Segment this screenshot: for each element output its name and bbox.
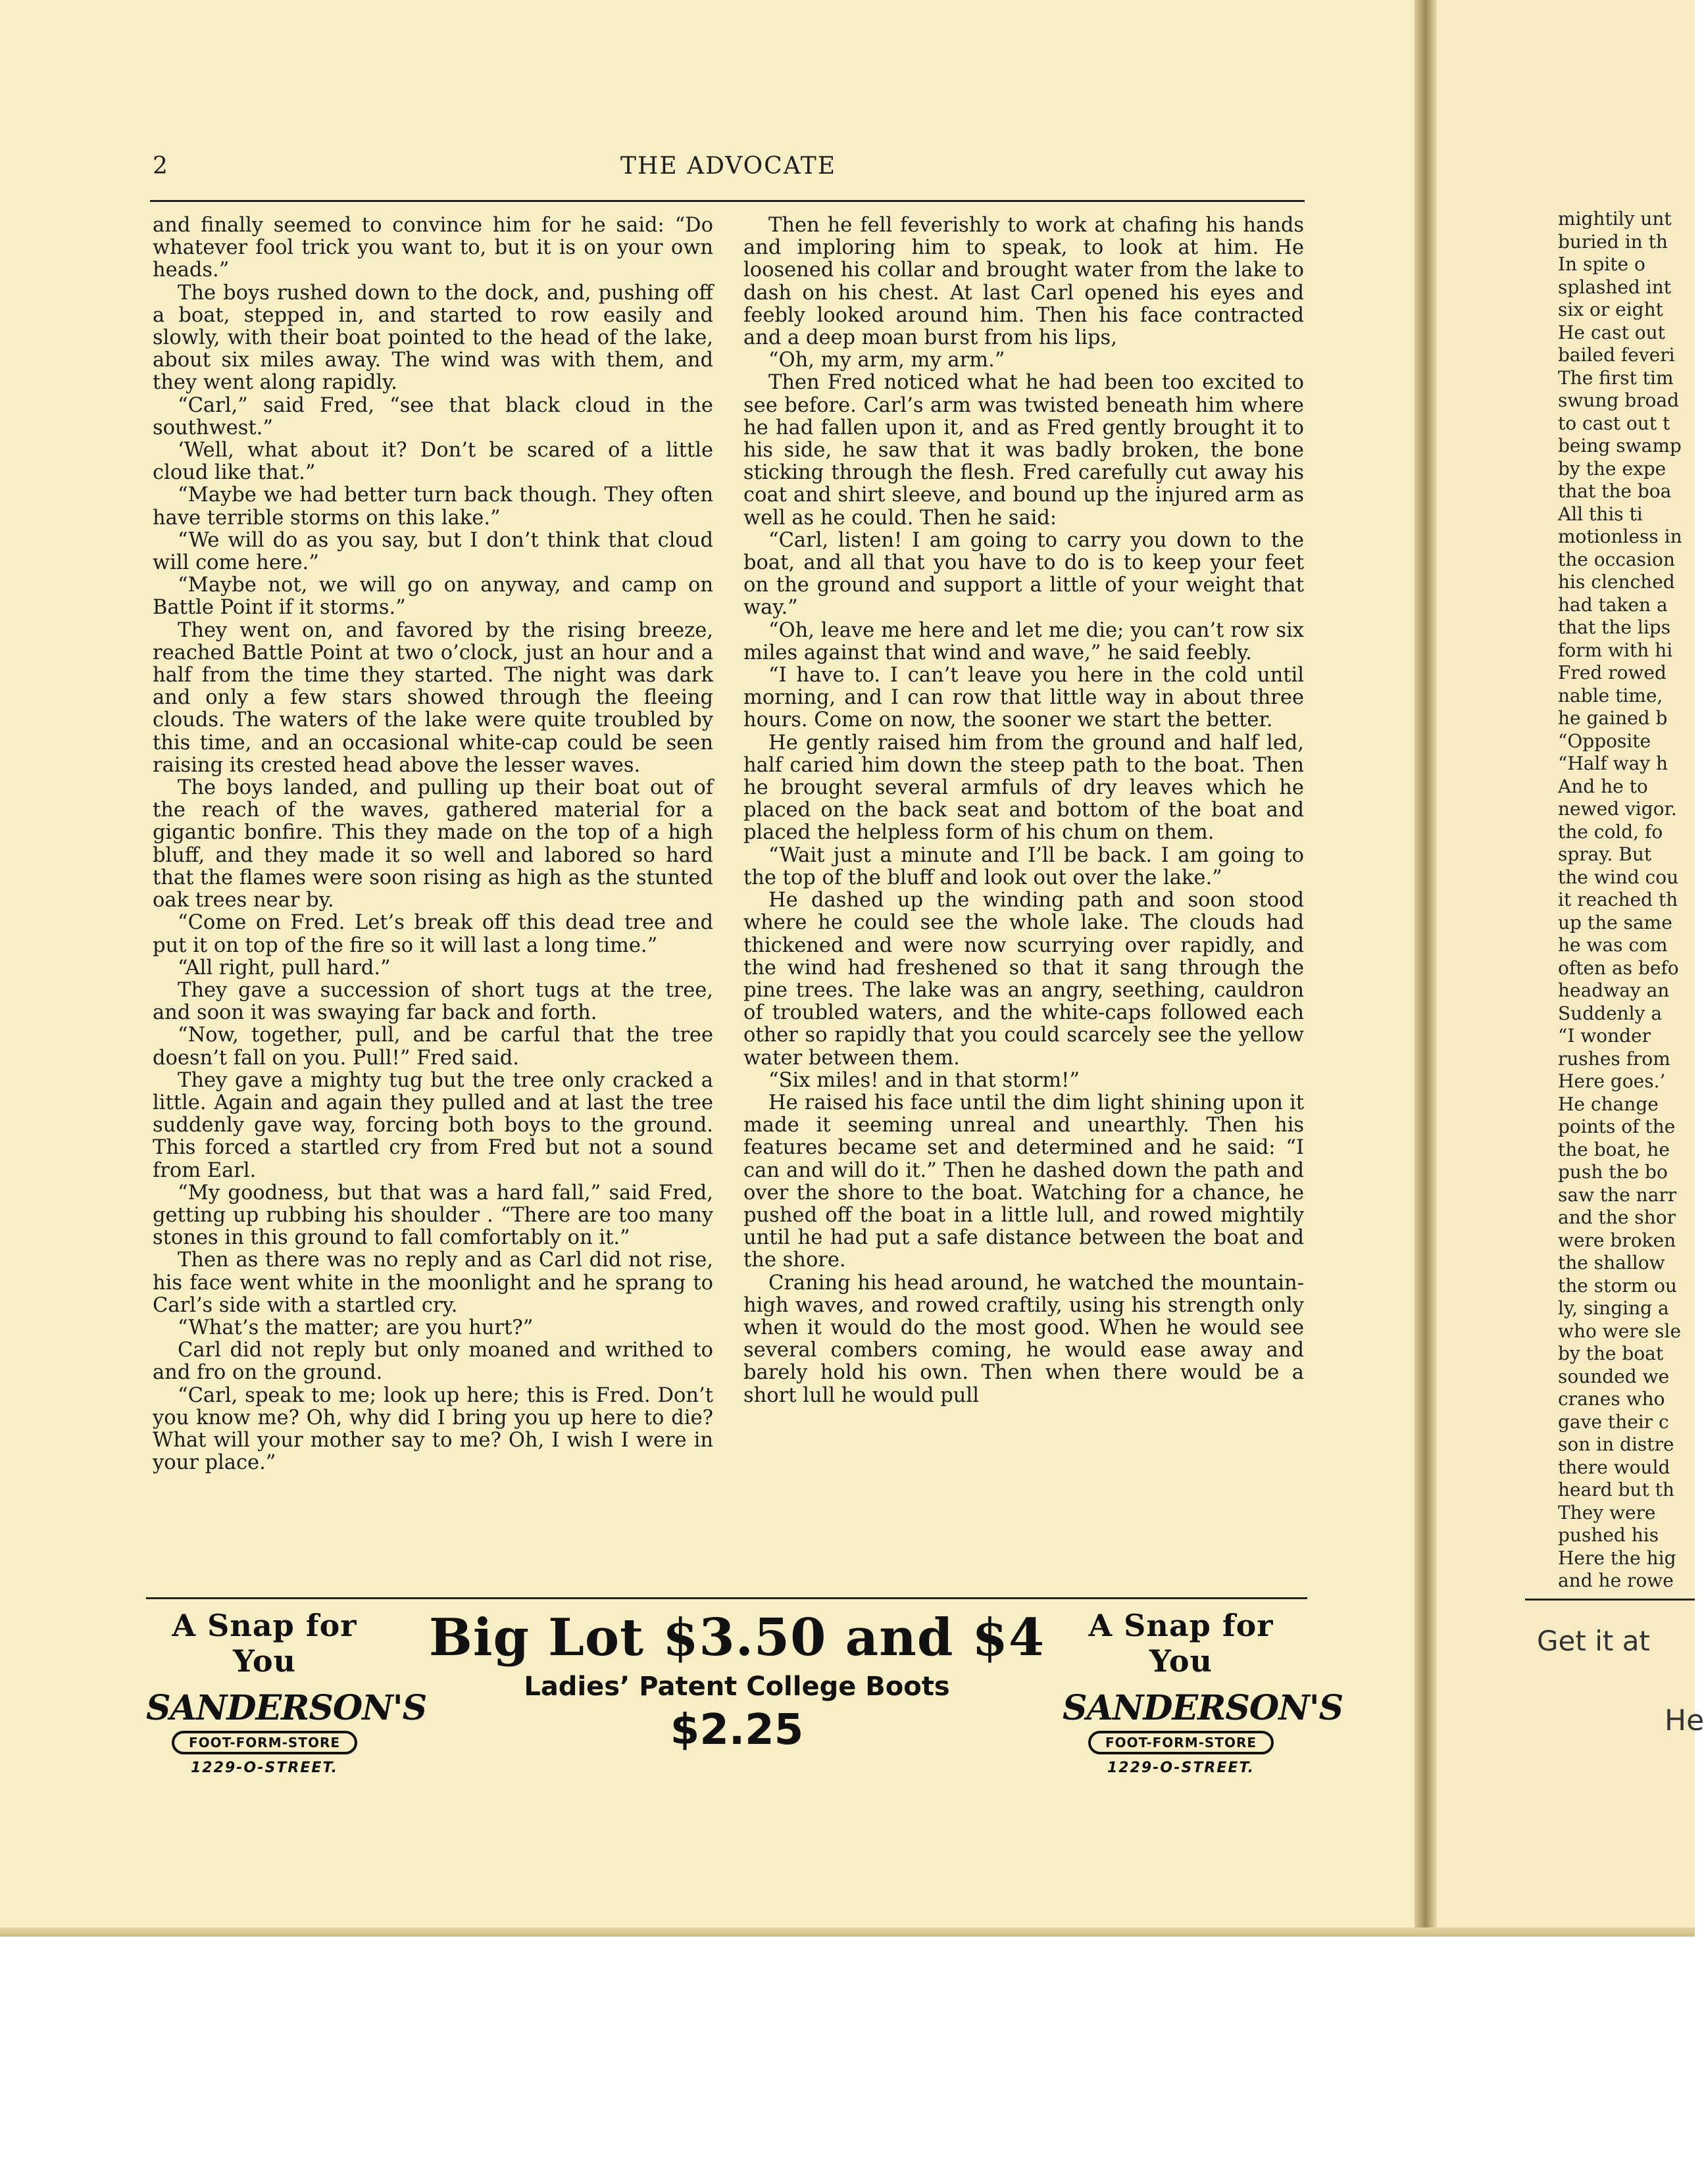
text-line-fragment: spray. But <box>1558 843 1652 865</box>
text-line-fragment: gave their c <box>1558 1410 1669 1433</box>
text-line-fragment: form with hi <box>1558 639 1673 661</box>
paragraph: “What’s the matter; are you hurt?” <box>178 1316 534 1339</box>
text-line-fragment: the boat, he <box>1558 1138 1670 1160</box>
store-address: 1229-O-STREET. <box>1107 1760 1255 1776</box>
right-page-ad-text: Get it at <box>1537 1625 1650 1657</box>
paragraph: Then Fred noticed what he had been too excited to see before. Carl’s arm was twisted beneath him where he had fallen upon it, and as Fred gently brought it to his side, he saw that it was badly broken, the bone sticking through the flesh. Fred carefully cut away his coat and shirt sleeve, and bound up the injured arm as well as he could. Then he said: <box>743 371 1304 530</box>
sanderson-logo <box>1063 1688 1343 1793</box>
page-header <box>153 153 1304 192</box>
text-line-fragment: that the boa <box>1558 480 1672 502</box>
paragraph: ‘Well, what about it? Don’t be scared of a little cloud like that.” <box>153 439 713 485</box>
text-line-fragment: son in distre <box>1558 1433 1674 1455</box>
text-line-fragment: And he to <box>1558 775 1648 797</box>
text-line-fragment: headway an <box>1558 980 1670 1001</box>
paragraph: “Carl, speak to me; look up here; this is Fred. Don’t you know me? Oh, why did I bring you up here to die? What will your mother say to me? Oh, I wish I were in your place.” <box>153 1383 713 1475</box>
book-gutter <box>1415 0 1437 1934</box>
text-line-fragment: being swamp <box>1558 435 1682 457</box>
advertisement-rule <box>146 1597 1307 1599</box>
text-line-fragment: Here the hig <box>1558 1547 1676 1569</box>
text-line-fragment: Fred rowed <box>1558 662 1666 683</box>
right-page-text-fragment <box>1533 208 1704 1593</box>
paragraph: They went on, and favored by the rising breeze, reached Battle Point at two o’clock, just an hour and a half from the time they started. The night was dark and only a few stars showed through the fleeing clouds. The waters of the lake were quite troubled by this time, and an occasional white-cap could be seen raising its crested head above the lesser waves. <box>153 618 713 777</box>
text-line-fragment: cranes who <box>1558 1388 1665 1410</box>
text-line-fragment: “Half way h <box>1558 753 1668 774</box>
text-line-fragment: push the bo <box>1558 1161 1668 1183</box>
text-line-fragment: the occasion <box>1558 548 1675 570</box>
ad-subheadline: Ladies’ Patent College Boots <box>524 1672 950 1702</box>
text-line-fragment: six or eight <box>1558 299 1663 320</box>
store-sub: FOOT-FORM-STORE <box>1088 1731 1274 1754</box>
store-name: SANDERSON'S <box>146 1688 427 1728</box>
paragraph: The boys rushed down to the dock, and, pushing off a boat, stepped in, and started to row easily and slowly, with their boat pointed to the head of the lake, about six miles away. The wind was with them, and they went along rapidly. <box>153 281 713 395</box>
paragraph: “My goodness, but that was a hard fall,” said Fred, getting up rubbing his shoulder . “There are too many stones in this ground to fall comfortably on it.” <box>153 1181 713 1250</box>
text-line-fragment: All this ti <box>1558 503 1643 525</box>
snap-title: A Snap for You <box>172 1608 357 1679</box>
text-line-fragment: his clenched <box>1558 571 1675 593</box>
text-line-fragment: often as befo <box>1558 956 1679 979</box>
page-number: 2 <box>153 153 168 180</box>
text-line-fragment: nable time, <box>1558 684 1663 707</box>
text-line-fragment: that the lips <box>1558 616 1671 638</box>
left-text-column <box>153 214 713 1474</box>
paragraph: He raised his face until the dim light shining upon it made it seeming unreal and unearthly. Then his features became set and determined and he said: “I can and will do it.” Then he dashed down the path and over the shore to the boat. Watching for a chance, he pushed off the boat in a little lull, and rowed mightily until he had put a safe distance between the boat and the shore. <box>743 1091 1304 1272</box>
boots-advertisement <box>421 1608 1053 1754</box>
store-sub: FOOT-FORM-STORE <box>172 1731 357 1754</box>
paragraph: “Come on Fred. Let’s break off this dead tree and put it on top of the fire so it will last a long time.” <box>153 911 713 957</box>
paragraph: “Maybe not, we will go on anyway, and camp on Battle Point if it storms.” <box>153 574 713 620</box>
text-line-fragment: newed vigor. <box>1558 798 1677 820</box>
paragraph: “Wait just a minute and I’ll be back. I am going to the top of the bluff and look out over the lake.” <box>743 843 1304 889</box>
text-line-fragment: He cast out <box>1558 321 1665 343</box>
text-line-fragment: swung broad <box>1558 389 1680 411</box>
paragraph: “We will do as you say, but I don’t think that cloud will come here.” <box>153 528 713 575</box>
ad-price: $2.25 <box>670 1706 804 1754</box>
text-line-fragment: the cold, fo <box>1558 820 1663 843</box>
paragraph: “Oh, leave me here and let me die; you can’t row six miles against that wind and wave,” he said feebly. <box>743 618 1304 664</box>
text-line-fragment: pushed his <box>1558 1524 1659 1546</box>
paragraph: Carl did not reply but only moaned and writhed to and fro on the ground. <box>153 1339 713 1385</box>
paragraph: The boys landed, and pulling up their boat out of the reach of the waves, gathered material for a gigantic bonfire. This they made on the top of a high bluff, and they made it so well and labored so hard that the flames were soon rising as high as the stunted oak trees near by. <box>153 776 713 912</box>
text-line-fragment: In spite o <box>1558 253 1645 275</box>
text-line-fragment: up the same <box>1558 911 1672 933</box>
sanderson-logo <box>146 1688 427 1793</box>
text-line-fragment: ly, singing a <box>1558 1297 1669 1319</box>
paragraph: He gently raised him from the ground and half led, half caried him down the steep path to the boat. Then he brought several armfuls of dry leaves which he placed on the back seat and bottom of the boat and placed the helpless form of his chum on them. <box>743 731 1304 845</box>
ad-headline: Big Lot $3.50 and $4 <box>428 1608 1045 1668</box>
text-line-fragment: “Opposite <box>1558 730 1651 752</box>
middle-text-column <box>743 214 1304 1407</box>
text-line-fragment: Here goes.’ <box>1558 1070 1666 1092</box>
text-line-fragment: bailed feveri <box>1558 344 1675 366</box>
text-line-fragment: who were sle <box>1558 1320 1682 1342</box>
paragraph: “Carl,” said Fred, “see that black cloud in the southwest.” <box>153 393 713 439</box>
text-line-fragment: by the boat <box>1558 1343 1664 1364</box>
text-line-fragment: the shallow <box>1558 1252 1665 1274</box>
text-line-fragment: there would <box>1558 1456 1670 1478</box>
text-line-fragment: He change <box>1558 1093 1659 1115</box>
text-line-fragment: were broken <box>1558 1229 1676 1251</box>
text-line-fragment: Suddenly a <box>1558 1002 1663 1024</box>
store-name: SANDERSON'S <box>1063 1688 1343 1728</box>
text-line-fragment: The first tim <box>1558 366 1674 389</box>
paragraph: They gave a succession of short tugs at the tree, and soon it was swaying far back and forth. <box>153 978 713 1025</box>
text-line-fragment: splashed int <box>1558 276 1671 298</box>
paragraph: “All right, pull hard.” <box>178 956 391 980</box>
text-line-fragment: it reached th <box>1558 889 1678 910</box>
text-line-fragment: by the expe <box>1558 457 1666 480</box>
paragraph: “I have to. I can’t leave you here in the cold until morning, and I can row that little way in about three hours. Come on now, the sooner we start the better. <box>743 664 1304 732</box>
text-line-fragment: the wind cou <box>1558 866 1679 888</box>
text-line-fragment: points of the <box>1558 1116 1676 1137</box>
right-page-ad-text-2: He <box>1665 1704 1704 1737</box>
paragraph: Craning his head around, he watched the mountain-high waves, and rowed craftily, using his strength only when it would do the most good. When he would see several combers coming, he would ease away and barely hold his own. Then when there would be a short lull he would pull <box>743 1271 1304 1407</box>
text-line-fragment: rushes from <box>1558 1047 1670 1070</box>
text-line-fragment: heard but th <box>1558 1479 1674 1501</box>
text-line-fragment: sounded we <box>1558 1365 1670 1387</box>
snap-ad-left <box>146 1608 427 1793</box>
snap-ad-right <box>1063 1608 1343 1793</box>
text-line-fragment: motionless in <box>1558 526 1682 547</box>
text-line-fragment: had taken a <box>1558 593 1668 616</box>
text-line-fragment: “I wonder <box>1558 1025 1651 1047</box>
text-line-fragment: and he rowe <box>1558 1570 1674 1591</box>
text-line-fragment: he was com <box>1558 934 1668 956</box>
paragraph: “Maybe we had better turn back though. They often have terrible storms on this lake.” <box>153 484 713 530</box>
text-line-fragment: to cast out t <box>1558 412 1670 434</box>
paragraph: They gave a mighty tug but the tree only cracked a little. Again and again they pulled and at last the tree suddenly gave way, forcing both boys to the ground. This forced a startled cry from Fred but not a sound from Earl. <box>153 1068 713 1182</box>
text-line-fragment: They were <box>1558 1501 1656 1524</box>
paragraph: “Oh, my arm, my arm.” <box>768 349 1005 372</box>
paragraph: and finally seemed to convince him for he said: “Do whatever fool trick you want to, but it is on your own heads.” <box>153 214 713 282</box>
text-line-fragment: he gained b <box>1558 707 1668 729</box>
paragraph: “Now, together, pull, and be carful that the tree doesn’t fall on you. Pull!” Fred said. <box>153 1024 713 1070</box>
paragraph: He dashed up the winding path and soon stood where he could see the whole lake. The clouds had thickened and were now scurrying over rapidly, and the wind had freshened so that it sang through the pine trees. The lake was an angry, seething, cauldron of troubled waters, and the white-caps followed each other so rapidly that you could scarcely see the yellow water between them. <box>743 889 1304 1070</box>
page-bottom-edge <box>0 1927 1695 1937</box>
text-line-fragment: saw the narr <box>1558 1183 1677 1206</box>
right-page-rule <box>1525 1599 1695 1601</box>
header-rule <box>150 200 1305 202</box>
store-address: 1229-O-STREET. <box>190 1760 339 1776</box>
publication-title: THE ADVOCATE <box>620 153 837 180</box>
paragraph: Then he fell feverishly to work at chafing his hands and imploring him to speak, to look at him. He loosened his collar and brought water from the lake to dash on his chest. At last Carl opened his eyes and feebly looked around him. Then his face contracted and a deep moan burst from his lips, <box>743 214 1304 350</box>
paragraph: “Carl, listen! I am going to carry you down to the boat, and all that you have to do is to keep your feet on the ground and support a little of your weight that way.” <box>743 528 1304 620</box>
text-line-fragment: the storm ou <box>1558 1274 1677 1297</box>
text-line-fragment: mightily unt <box>1558 208 1672 230</box>
text-line-fragment: buried in th <box>1558 230 1668 253</box>
text-line-fragment: and the shor <box>1558 1206 1676 1228</box>
snap-title: A Snap for You <box>1088 1608 1274 1679</box>
paragraph: Then as there was no reply and as Carl did not rise, his face went white in the moonlight and he sprang to Carl’s side with a startled cry. <box>153 1249 713 1317</box>
paragraph: “Six miles! and in that storm!” <box>768 1068 1080 1092</box>
